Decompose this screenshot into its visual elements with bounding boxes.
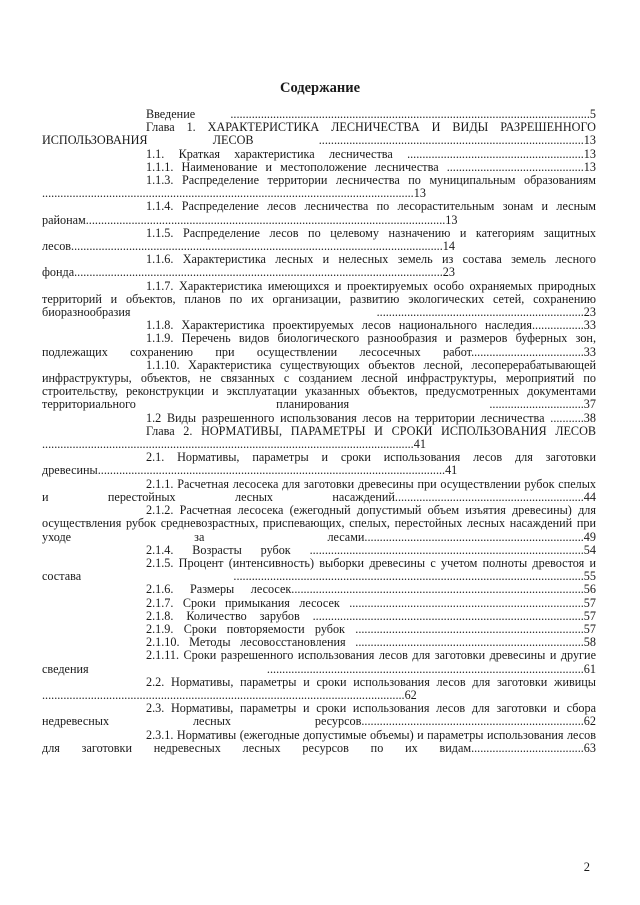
toc-entry: 2.3. Нормативы, параметры и сроки использования лесов для заготовки и сбора недревесных лесных ресурсов.........................................................................62 bbox=[42, 701, 596, 729]
toc-entry: 2.1.2. Расчетная лесосека (ежегодный допустимый объем изъятия древесины) для осуществления рубок средневозрастных, приспевающих, спелых, перестойных лесных насаждений при уходе за лесами........................................................................49 bbox=[42, 503, 596, 544]
toc-entry: 2.1.11. Сроки разрешенного использования лесов для заготовки древесины и другие сведения ........................................................................................................61 bbox=[42, 648, 596, 676]
toc-entry: 2.3.1. Нормативы (ежегодные допустимые объемы) и параметры использования лесов для заготовки недревесных лесных ресурсов по их видам.....................................63 bbox=[42, 727, 596, 755]
toc-entry: 1.1.10. Характеристика существующих объектов лесной, лесоперерабатывающей инфраструктуры, объектов, не связанных с созданием лесной инфраструктуры, мероприятий по строительству, реконструкции и эксплуатации указанных объектов, предусмотренных документами территориального планирования ...............................37 bbox=[42, 357, 596, 412]
page-title: Содержание bbox=[279, 80, 361, 96]
table-of-contents bbox=[42, 107, 596, 755]
toc-entry: 1.1.4. Распределение лесов лесничества по лесорастительным зонам и лесным районам......................................................................................................................13 bbox=[42, 199, 596, 227]
toc-entry: 2.1.4. Возрасты рубок ..........................................................................................54 bbox=[146, 542, 596, 557]
toc-entry: 2.1.5. Процент (интенсивность) выборки древесины с учетом полноты древостоя и состава ...................................................................................................................55 bbox=[42, 555, 596, 584]
toc-entry: 2.1.6. Размеры лесосек................................................................................................56 bbox=[146, 582, 596, 597]
page-number: 2 bbox=[583, 860, 590, 874]
toc-entry: 1.1. Краткая характеристика лесничества ..........................................................13 bbox=[146, 146, 596, 161]
toc-entry: 1.1.1. Наименование и местоположение лесничества .............................................13 bbox=[146, 159, 596, 174]
toc-entry: 2.1.8. Количество зарубов .........................................................................................57 bbox=[146, 608, 596, 623]
toc-entry: 1.1.9. Перечень видов биологического разнообразия и размеров буферных зон, подлежащих сохранению при осуществлении лесосечных работ.....................................33 bbox=[42, 331, 596, 359]
toc-entry: 1.1.5. Распределение лесов по целевому назначению и категориям защитных лесов..........................................................................................................................14 bbox=[42, 225, 596, 254]
toc-entry: 1.2 Виды разрешенного использования лесов на территории лесничества ...........38 bbox=[146, 410, 596, 425]
toc-entry: Глава 1. ХАРАКТЕРИСТИКА ЛЕСНИЧЕСТВА И ВИДЫ РАЗРЕШЕННОГО ИСПОЛЬЗОВАНИЯ ЛЕСОВ .......................................................................................13 bbox=[42, 120, 596, 148]
toc-entry: 2.1.7. Сроки примыкания лесосек .............................................................................57 bbox=[146, 595, 596, 610]
toc-entry: 2.1.9. Сроки повторяемости рубок ...........................................................................57 bbox=[146, 621, 596, 636]
toc-entry: 1.1.8. Характеристика проектируемых лесов национального наследия.................33 bbox=[146, 318, 596, 333]
toc-entry: 2.1.1. Расчетная лесосека для заготовки древесины при осуществлении рубок спелых и перестойных лесных насаждений..............................................................44 bbox=[42, 476, 596, 504]
toc-entry: 2.1. Нормативы, параметры и сроки использования лесов для заготовки древесины..................................................................................................................41 bbox=[42, 450, 596, 478]
toc-entry: Глава 2. НОРМАТИВЫ, ПАРАМЕТРЫ И СРОКИ ИСПОЛЬЗОВАНИЯ ЛЕСОВ ..........................................................................................................................41 bbox=[42, 423, 596, 452]
toc-entry: 1.1.3. Распределение территории лесничества по муниципальным образованиям ..........................................................................................................................13 bbox=[42, 173, 596, 201]
toc-entry: 2.2. Нормативы, параметры и сроки использования лесов для заготовки живицы .......................................................................................................................62 bbox=[42, 674, 596, 702]
toc-entry: 1.1.6. Характеристика лесных и нелесных земель из состава земель лесного фонда.........................................................................................................................23 bbox=[42, 252, 596, 280]
toc-entry: 2.1.10. Методы лесовосстановления ...........................................................................58 bbox=[146, 635, 596, 650]
toc-entry: Введение ......................................................................................................................5 bbox=[146, 107, 596, 121]
toc-entry: 1.1.7. Характеристика имеющихся и проектируемых особо охраняемых природных территорий и объектов, планов по их организации, развитию экологических сетей, сохранению биоразнообразия ....................................................................23 bbox=[42, 278, 596, 320]
